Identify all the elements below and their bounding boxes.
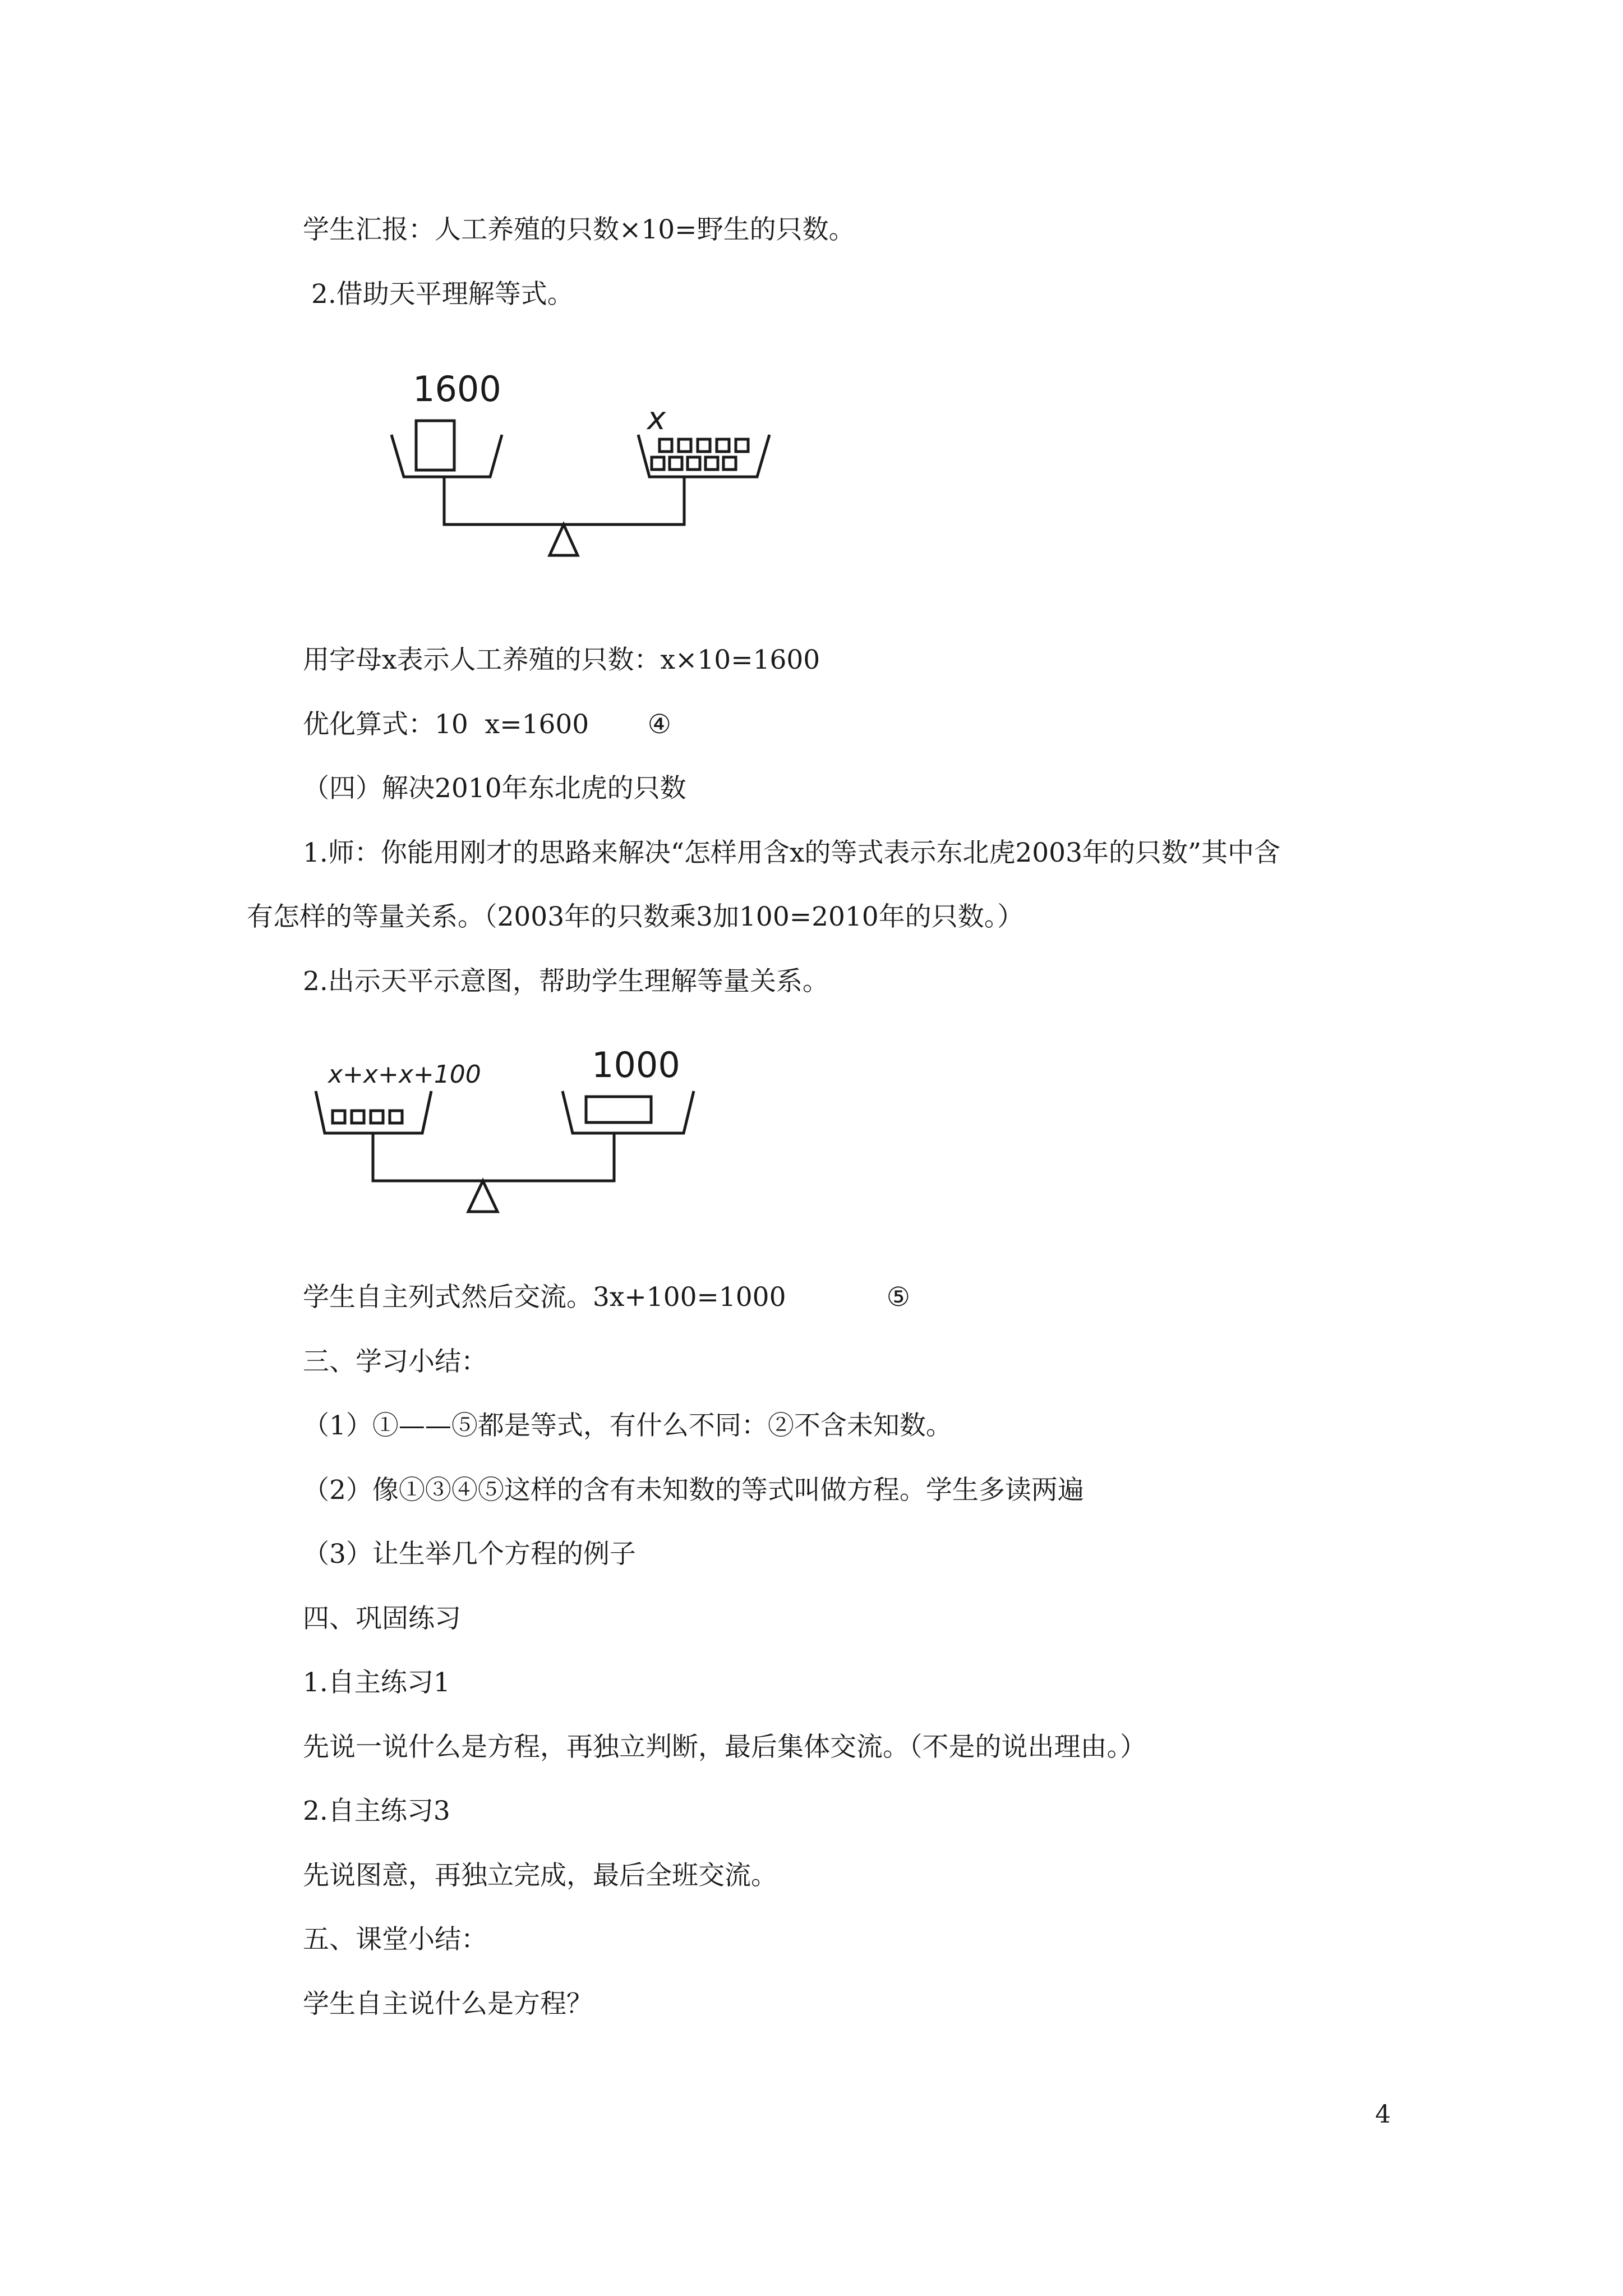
line-simplified-equation: 优化算式：10 x=1600 ④ xyxy=(303,709,671,740)
balance-diagram-1 xyxy=(381,367,785,569)
diagram2-left-label: x+x+x+100 xyxy=(328,1060,481,1089)
line-x-equation: 用字母x表示人工养殖的只数：x×10=1600 xyxy=(303,645,820,675)
line-practice-3: 2.自主练习3 xyxy=(303,1796,450,1826)
balance-diagram-2 xyxy=(311,1045,704,1234)
line-show-diagram: 2.出示天平示意图，帮助学生理解等量关系。 xyxy=(303,966,829,997)
line-section-four-practice: 四、巩固练习 xyxy=(303,1603,461,1634)
line-practice-3-desc: 先说图意，再独立完成，最后全班交流。 xyxy=(303,1860,777,1891)
line-summary-1: （1）①——⑤都是等式，有什么不同：②不含未知数。 xyxy=(303,1410,952,1441)
line-balance-title: 2.借助天平理解等式。 xyxy=(303,279,574,310)
diagram2-right-label: 1000 xyxy=(592,1045,680,1085)
line-teacher-question: 1.师：你能用刚才的思路来解决“怎样用含x的等式表示东北虎2003年的只数”其中含 xyxy=(303,838,1281,868)
line-section-four: （四）解决2010年东北虎的只数 xyxy=(303,773,686,804)
line-practice-1: 1.自主练习1 xyxy=(303,1667,450,1698)
page-number: 4 xyxy=(1375,2100,1391,2129)
line-summary-3: （3）让生举几个方程的例子 xyxy=(303,1539,636,1570)
line-student-equation: 学生自主列式然后交流。3x+100=1000 ⑤ xyxy=(303,1282,910,1313)
diagram1-right-label: x xyxy=(647,401,666,437)
line-practice-1-desc: 先说一说什么是方程，再独立判断，最后集体交流。（不是的说出理由。） xyxy=(303,1732,1146,1763)
diagram1-left-label: 1600 xyxy=(413,369,501,409)
line-summary-2: （2）像①③④⑤这样的含有未知数的等式叫做方程。学生多读两遍 xyxy=(303,1475,1084,1506)
line-section-five: 五、课堂小结： xyxy=(303,1924,487,1955)
line-relation: 有怎样的等量关系。（2003年的只数乘3加100=2010年的只数。） xyxy=(247,901,1024,932)
line-final-question: 学生自主说什么是方程？ xyxy=(303,1989,593,2019)
line-section-three: 三、学习小结： xyxy=(303,1346,487,1377)
line-report: 学生汇报：人工养殖的只数×10=野生的只数。 xyxy=(303,214,855,245)
